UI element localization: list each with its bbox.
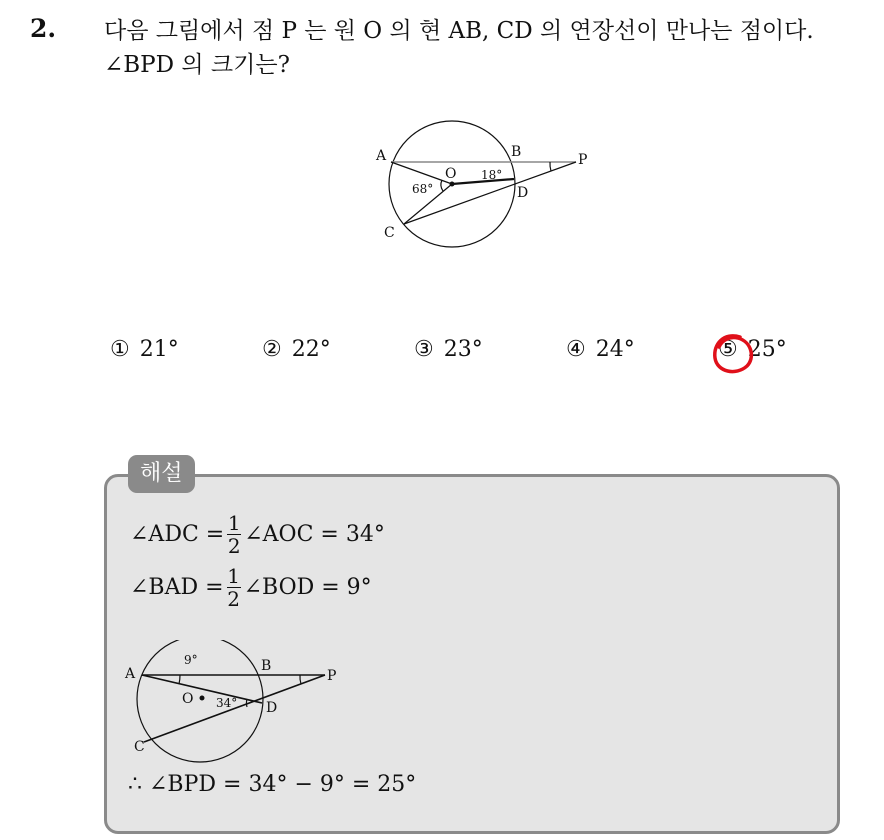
eq1-numerator: 1 <box>227 511 241 535</box>
selected-answer-circle <box>710 332 756 378</box>
angle-arc-p <box>550 162 551 171</box>
choice-2-value: 22° <box>291 337 331 362</box>
eq2-denominator: 2 <box>227 587 240 611</box>
eq2-lhs: ∠BAD = <box>130 575 224 600</box>
choice-1-value: 21° <box>139 337 179 362</box>
choice-3[interactable] <box>414 337 483 362</box>
choice-1[interactable] <box>110 337 179 362</box>
angle-arc-o <box>441 180 443 191</box>
choice-2[interactable] <box>262 337 331 362</box>
equation-bad <box>130 565 372 610</box>
solution-tab: 해설 <box>128 455 195 493</box>
choice-5-mark: ⑤ <box>718 337 738 362</box>
choice-5[interactable] <box>718 337 787 362</box>
choice-1-mark: ① <box>110 337 130 362</box>
angle-arc-p-2 <box>300 675 301 684</box>
label-o: O <box>445 166 457 182</box>
angle-label-odp: 18° <box>481 168 503 182</box>
question-text: 다음 그림에서 점 P 는 원 O 의 현 AB, CD 의 연장선이 만나는 점이다. ∠BPD 의 크기는? <box>104 18 814 78</box>
radius-oa <box>391 162 452 184</box>
circle-o-2 <box>137 640 263 762</box>
choice-4-mark: ④ <box>566 337 586 362</box>
label-c-2: C <box>134 739 145 755</box>
angle-label-bad: 9° <box>184 653 198 667</box>
equation-adc <box>130 512 385 557</box>
label-b-2: B <box>261 658 272 674</box>
label-a-2: A <box>125 666 136 682</box>
eq2-numerator: 1 <box>227 564 240 588</box>
question-number: 2. <box>30 14 57 43</box>
eq2-fraction <box>227 565 241 610</box>
eq1-fraction <box>227 512 241 557</box>
choice-2-mark: ② <box>262 337 282 362</box>
label-c: C <box>384 225 395 241</box>
choices-list <box>110 337 830 373</box>
label-d-2: D <box>266 700 278 716</box>
figure-circle-diagram <box>370 118 600 258</box>
choice-4[interactable] <box>566 337 635 362</box>
solution-figure <box>120 640 350 765</box>
choice-5-value: 25° <box>747 337 787 362</box>
eq1-lhs: ∠ADC = <box>130 522 225 547</box>
eq2-rhs: ∠BOD = 9° <box>243 575 372 600</box>
center-dot <box>450 182 455 187</box>
angle-arc-a <box>179 675 180 684</box>
label-b: B <box>511 144 522 160</box>
angle-arc-d <box>246 699 247 707</box>
angle-label-adc: 34° <box>216 696 238 710</box>
label-p-2: P <box>327 668 337 684</box>
choice-4-value: 24° <box>595 337 635 362</box>
center-dot-2 <box>200 696 205 701</box>
label-d: D <box>517 185 529 201</box>
eq1-denominator: 2 <box>227 534 241 558</box>
angle-label-aoc: 68° <box>412 182 434 196</box>
choice-3-mark: ③ <box>414 337 434 362</box>
label-p: P <box>578 152 588 168</box>
label-o-2: O <box>182 691 194 707</box>
solution-result: ∴ ∠BPD = 34° − 9° = 25° <box>128 772 417 797</box>
eq1-rhs: ∠AOC = 34° <box>244 522 385 547</box>
choice-3-value: 23° <box>443 337 483 362</box>
label-a: A <box>376 148 387 164</box>
